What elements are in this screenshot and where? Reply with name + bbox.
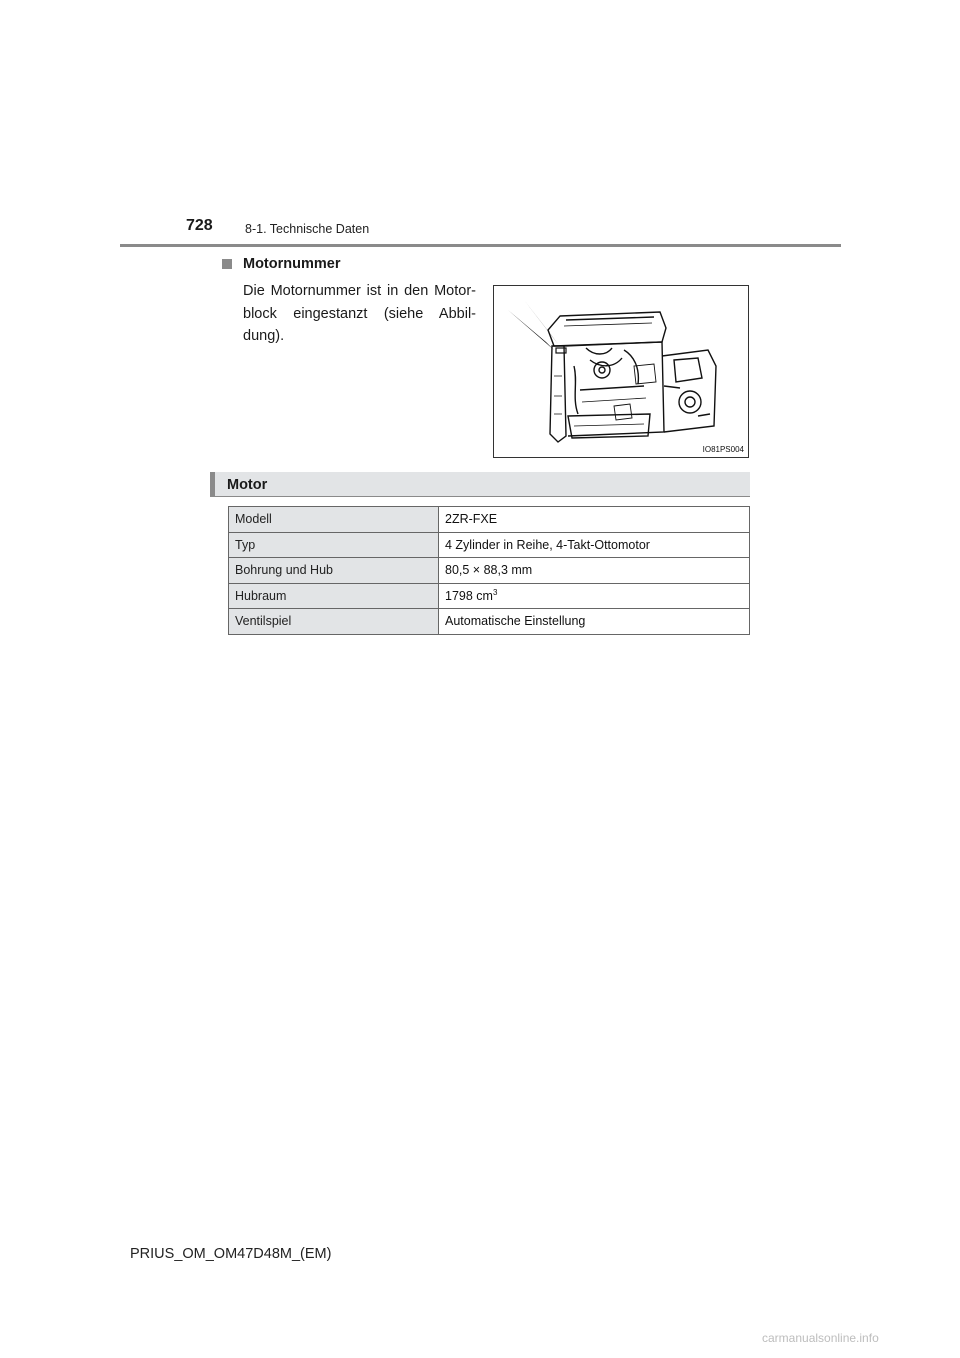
page-number: 728 <box>186 217 213 234</box>
engine-illustration-icon <box>494 286 748 457</box>
spec-label: Hubraum <box>229 583 439 609</box>
section-title: Motor <box>227 477 268 493</box>
spec-label: Modell <box>229 507 439 533</box>
subsection-heading <box>222 256 340 272</box>
spec-label: Typ <box>229 532 439 558</box>
spec-value-superscript: 3 <box>492 588 498 598</box>
spec-value: 2ZR-FXE <box>439 507 750 533</box>
subsection-text: Die Motornummer ist in den Motor-block eingestanzt (siehe Abbil-dung). <box>243 283 476 344</box>
section-header-bar <box>210 472 750 497</box>
spec-value: 80,5 × 88,3 mm <box>439 558 750 584</box>
footer-doc-code: PRIUS_OM_OM47D48M_(EM) <box>130 1246 332 1262</box>
spec-table <box>228 506 750 635</box>
subsection-title: Motornummer <box>243 256 341 272</box>
spec-value-text: 1798 cm <box>445 589 493 604</box>
table-row <box>229 507 750 533</box>
spec-value: 4 Zylinder in Reihe, 4-Takt-Ottomotor <box>439 532 750 558</box>
spec-value <box>439 583 750 609</box>
engine-figure <box>493 285 749 458</box>
table-row <box>229 609 750 635</box>
watermark: carmanualsonline.info <box>762 1331 879 1345</box>
header-rule <box>120 244 841 247</box>
spec-label: Bohrung und Hub <box>229 558 439 584</box>
table-row <box>229 558 750 584</box>
figure-code: IO81PS004 <box>702 445 744 454</box>
table-row <box>229 583 750 609</box>
table-row <box>229 532 750 558</box>
spec-label: Ventilspiel <box>229 609 439 635</box>
section-label: 8-1. Technische Daten <box>245 222 370 236</box>
spec-value: Automatische Einstellung <box>439 609 750 635</box>
square-bullet-icon <box>222 259 232 269</box>
